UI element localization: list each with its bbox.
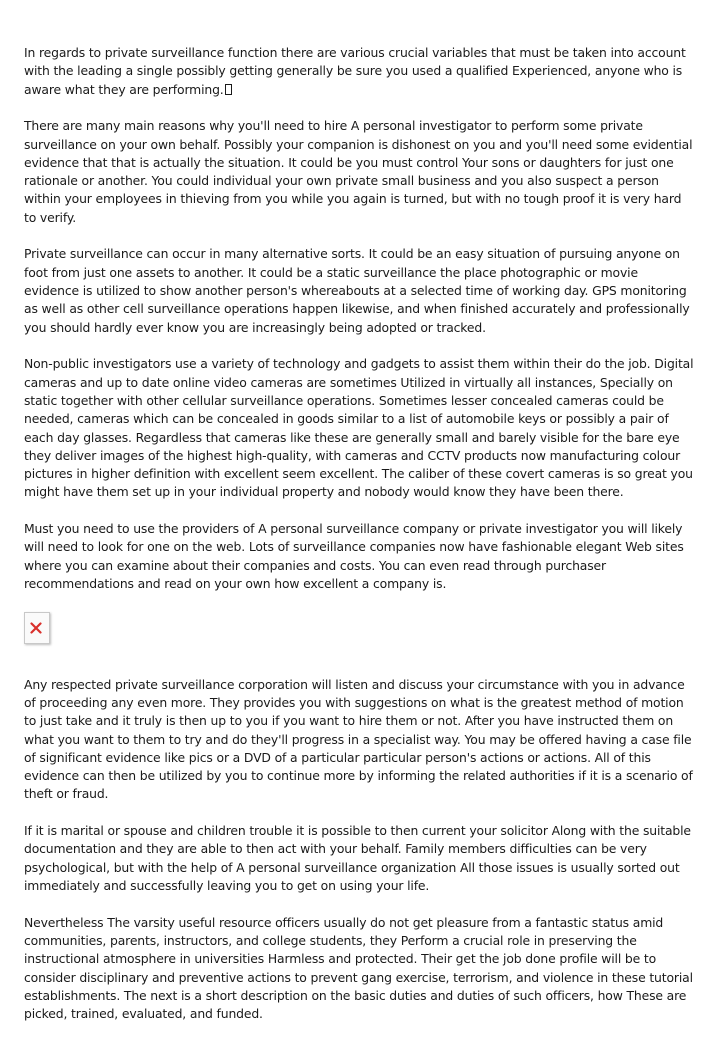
broken-image-x-icon bbox=[30, 622, 42, 634]
paragraph-6: Any respected private surveillance corporation will listen and discuss your circumstance with you in advance of proceeding any even more. They provides you with suggestions on what is the greatest method of motion to just take and it truly is then up to you if you want to hire them or not. After you have instructed them on what you want to them to try and do they'll progress in a specialist way. You may be offered having a case file of significant evidence like pics or a DVD of a particular particular person's actions or actions. All of this evidence can then be utilized by you to continue more by informing the related authorities if it is a scenario of theft or fraud. bbox=[24, 676, 693, 802]
article-body bbox=[24, 44, 696, 1042]
paragraph-7: If it is marital or spouse and children trouble it is possible to then current your solicitor Along with the suitable documentation and they are able to then act with your behalf. Family members difficulties can be very psychological, but with the help of A personal surveillance organization All those issues is usually sorted out immediately and successfully leaving you to get on using your life. bbox=[24, 823, 691, 894]
missing-glyph-icon bbox=[225, 84, 232, 95]
paragraph-5: Must you need to use the providers of A personal surveillance company or private investigator you will likely will need to look for one on the web. Lots of surveillance companies now have fashionable elegant Web sites where you can examine about their companies and costs. You can even read through purchaser recommendations and read on your own how excellent a company is. bbox=[24, 521, 684, 591]
paragraph-1 bbox=[24, 44, 696, 99]
paragraph-1-text: In regards to private surveillance function there are various crucial variables that must be taken into account with the leading a single possibly getting generally be sure you used a qualified Experienced, anyone who is aware what they are performing. bbox=[24, 45, 686, 97]
broken-image-icon bbox=[24, 612, 50, 644]
paragraph-4: Non-public investigators use a variety of technology and gadgets to assist them within their do the job. Digital cameras and up to date online video cameras are sometimes Utilized in virtually all instances, Specially on static together with other cellular surveillance operations. Sometimes lesser concealed cameras could be needed, cameras which can be concealed in goods similar to a list of automobile keys or possibly a pair of each day glasses. Regardless that cameras like these are generally small and barely visible for the bare eye they deliver images of the highest high-quality, with cameras and CCTV products now manufacturing colour pictures in higher definition with excellent seem excellent. The caliber of these covert cameras is so great you might have them set up in your individual property and nobody would know they have been there. bbox=[24, 356, 694, 500]
paragraph-3: Private surveillance can occur in many alternative sorts. It could be an easy situation of pursuing anyone on foot from just one assets to another. It could be a static surveillance the place photographic or movie evidence is utilized to show another person's whereabouts at a selected time of working day. GPS monitoring as well as other cell surveillance operations happen likewise, and when finished accurately and professionally you should hardly ever know you are increasingly being adopted or tracked. bbox=[24, 246, 690, 335]
paragraph-8: Nevertheless The varsity useful resource officers usually do not get pleasure from a fantastic status amid communities, parents, instructors, and college students, they Perform a crucial role in preserving the instructional atmosphere in universities Harmless and protected. Their get the job done profile will be to consider disciplinary and preventive actions to prevent gang exercise, terrorism, and violence in these tutorial establishments. The next is a short description on the basic duties and duties of such officers, how These are picked, trained, evaluated, and funded. bbox=[24, 914, 693, 1022]
paragraph-2: There are many main reasons why you'll need to hire A personal investigator to perform some private surveillance on your own behalf. Possibly your companion is dishonest on you and you'll need some evidential evidence that that is actually the situation. It could be you must control Your sons or daughters for just one rationale or another. You could individual your own private small business and you also suspect a person within your employees in thieving from you while you again is turned, but with no tough proof it is very hard to verify. bbox=[24, 118, 693, 225]
